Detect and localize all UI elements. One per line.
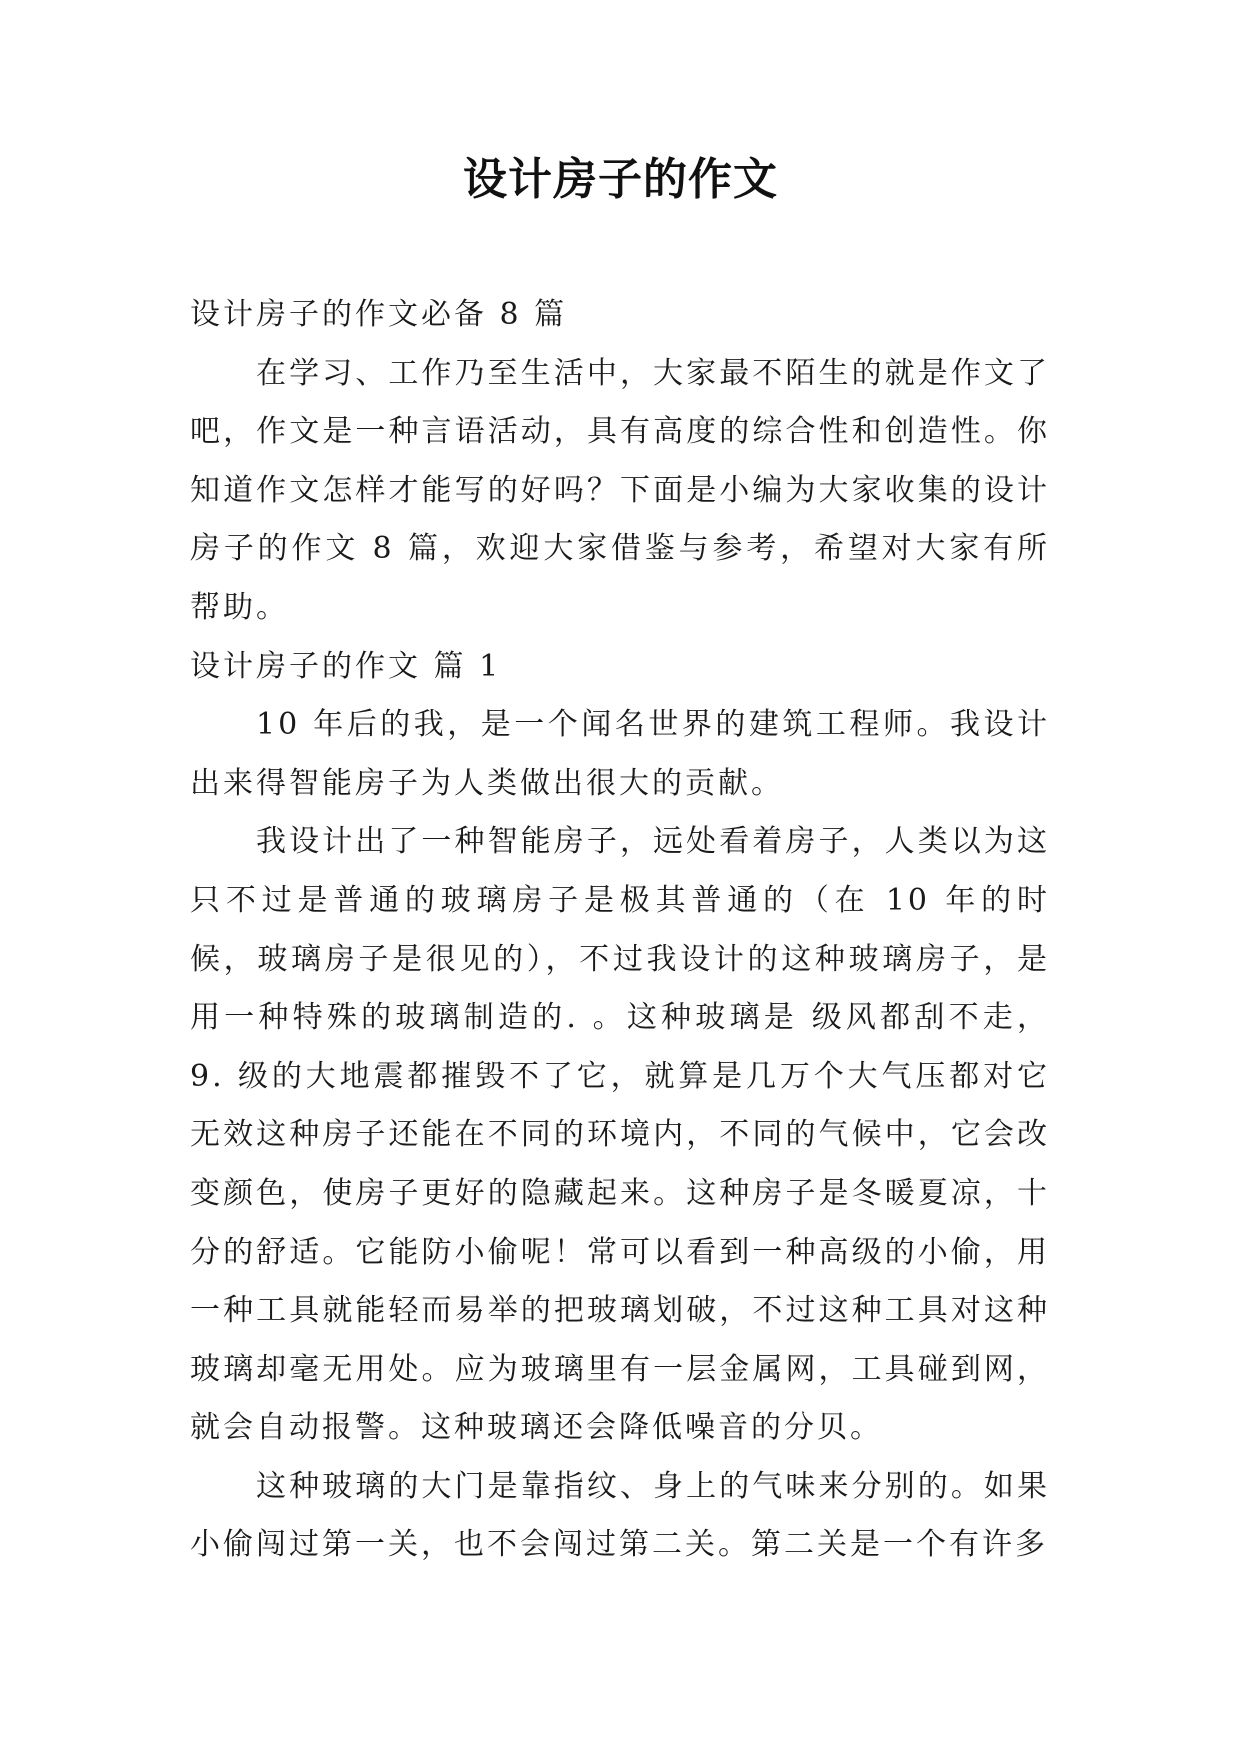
body-paragraph: 这种玻璃的大门是靠指纹、身上的气味来分别的。如果小偷闯过第一关，也不会闯过第二关。第二关是一个有许多 [190,1468,1050,1563]
body-paragraph: 我设计出了一种智能房子，远处看着房子，人类以为这只不过是普通的玻璃房子是极其普通的（在 10 年的时候，玻璃房子是很见的），不过我设计的这种玻璃房子，是用一种特殊的玻璃制造的. 。这种玻璃是 级风都刮不走，9. 级的大地震都摧毁不了它，就算是几万个大气压都对它无效这种房子还能在不同的环境内，不同的气候中，它会改变颜色，使房子更好的隐藏起来。这种房子是冬暖夏凉，十分的舒适。它能防小偷呢！常可以看到一种高级的小偷，用一种工具就能轻而易举的把玻璃划破，不过这种工具对这种玻璃却毫无用处。应为玻璃里有一层金属网，工具碰到网，就会自动报警。这种玻璃还会降低噪音的分贝。 [190,824,1050,1446]
document-subtitle: 设计房子的作文必备 8 篇 [190,297,568,332]
intro-paragraph: 在学习、工作乃至生活中，大家最不陌生的就是作文了吧，作文是一种言语活动，具有高度的综合性和创造性。你知道作文怎样才能写的好吗？下面是小编为大家收集的设计房子的作文 8 篇，欢迎大家借鉴与参考，希望对大家有所帮助。 [190,355,1050,625]
document-body [190,286,1050,1575]
document-title: 设计房子的作文 [463,154,778,205]
section-heading: 设计房子的作文 篇 1 [190,648,502,684]
body-paragraph: 10 年后的我，是一个闻名世界的建筑工程师。我设计出来得智能房子为人类做出很大的贡献。 [190,707,1050,801]
